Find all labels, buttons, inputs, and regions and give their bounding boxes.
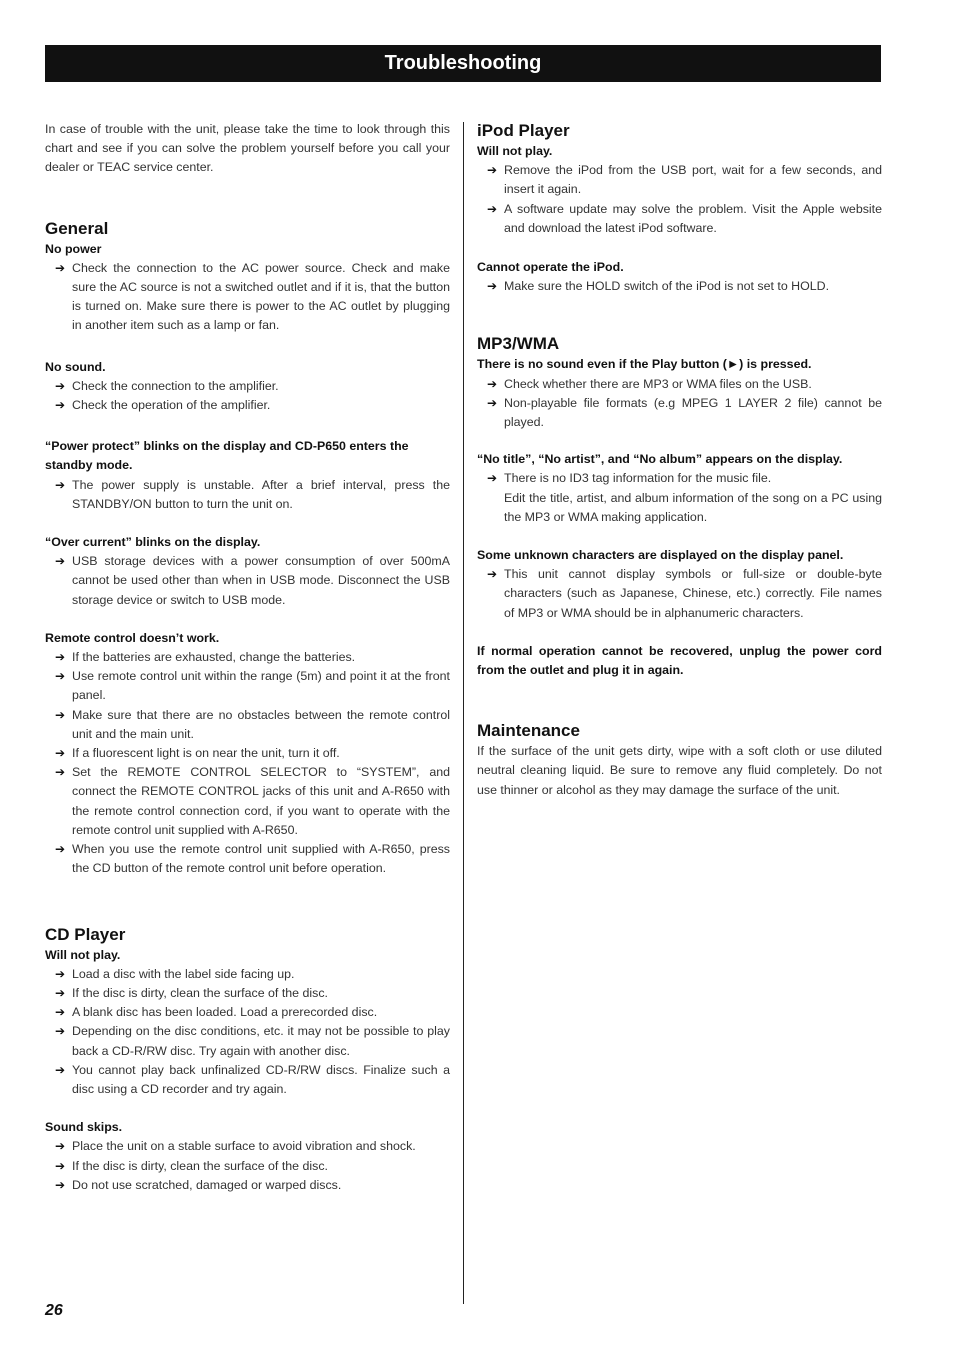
solution-list bbox=[45, 377, 450, 415]
arrow-icon: ➔ bbox=[55, 1024, 66, 1039]
arrow-icon: ➔ bbox=[55, 398, 66, 413]
solution-list bbox=[45, 965, 450, 1099]
arrow-icon: ➔ bbox=[55, 1139, 66, 1154]
solution-list bbox=[45, 1137, 450, 1195]
solution-list bbox=[477, 375, 882, 433]
section-heading-maintenance: Maintenance bbox=[477, 721, 580, 741]
solution-item: ➔ Depending on the disc conditions, etc. it may not be possible to play back a CD-R/RW disc. Try again with another disc. bbox=[55, 1024, 450, 1058]
solution-item: ➔ If a fluorescent light is on near the unit, turn it off. bbox=[45, 744, 450, 763]
page-title: Troubleshooting bbox=[384, 52, 542, 74]
arrow-icon: ➔ bbox=[55, 477, 66, 492]
arrow-icon: ➔ bbox=[55, 1177, 66, 1192]
section-heading-mp3-wma: MP3/WMA bbox=[477, 334, 560, 354]
solution-item: ➔ If the disc is dirty, clean the surface of the disc. bbox=[45, 984, 450, 1003]
solution-list bbox=[45, 476, 450, 514]
solution-item: ➔ You cannot play back unfinalized CD-R/RW discs. Finalize such a disc using a CD recorder and try again. bbox=[55, 1062, 450, 1096]
section-heading-ipod-player: iPod Player bbox=[477, 121, 570, 140]
solution-list bbox=[477, 565, 882, 623]
arrow-icon: ➔ bbox=[487, 201, 498, 216]
page-title-bar bbox=[45, 45, 881, 82]
arrow-icon: ➔ bbox=[55, 378, 66, 393]
arrow-icon: ➔ bbox=[55, 1005, 66, 1020]
right-column bbox=[477, 120, 882, 800]
problem-title: “Over current” blinks on the display. bbox=[45, 535, 261, 550]
solution-list bbox=[477, 469, 882, 527]
arrow-icon: ➔ bbox=[55, 1062, 66, 1077]
left-column bbox=[45, 120, 450, 1195]
problem-title: No sound. bbox=[45, 359, 106, 374]
solution-item: ➔ Non-playable file formats (e.g MPEG 1 LAYER 2 file) cannot be played. bbox=[487, 395, 882, 430]
arrow-icon: ➔ bbox=[55, 985, 66, 1000]
problem-title: Will not play. bbox=[45, 947, 121, 962]
solution-item: ➔ Check the connection to the amplifier. bbox=[45, 377, 450, 396]
arrow-icon: ➔ bbox=[487, 279, 498, 294]
solution-list bbox=[477, 277, 882, 296]
problem-title: No power bbox=[45, 241, 102, 256]
arrow-icon: ➔ bbox=[487, 567, 498, 582]
solution-item: ➔ Check whether there are MP3 or WMA files on the USB. bbox=[477, 375, 882, 394]
problem-title: Remote control doesn’t work. bbox=[45, 630, 220, 645]
solution-item: ➔ If the disc is dirty, clean the surface of the disc. bbox=[45, 1157, 450, 1176]
solution-item-continued: Edit the title, artist, and album information of the song on a PC using the MP3 or WMA making application. bbox=[504, 490, 882, 524]
arrow-icon: ➔ bbox=[55, 746, 66, 761]
section-heading-cd-player: CD Player bbox=[45, 924, 126, 944]
solution-item: ➔ Do not use scratched, damaged or warped discs. bbox=[45, 1176, 450, 1195]
solution-item: ➔ Make sure that there are no obstacles between the remote control unit and the main unit. bbox=[55, 707, 450, 741]
solution-item: ➔ Load a disc with the label side facing up. bbox=[45, 965, 450, 984]
problem-title: Will not play. bbox=[477, 144, 553, 158]
arrow-icon: ➔ bbox=[55, 554, 66, 569]
solution-item: ➔ When you use the remote control unit supplied with A-R650, press the CD button of the remote control unit before operation. bbox=[55, 842, 450, 876]
arrow-icon: ➔ bbox=[487, 395, 498, 410]
problem-title: Sound skips. bbox=[45, 1120, 123, 1135]
arrow-icon: ➔ bbox=[55, 669, 66, 684]
solution-item: ➔ If the batteries are exhausted, change the batteries. bbox=[45, 648, 450, 667]
arrow-icon: ➔ bbox=[55, 842, 66, 857]
column-divider bbox=[463, 122, 464, 1304]
solution-item: ➔ This unit cannot display symbols or full-size or double-byte characters (such as Japanese, Chinese, etc.) correctly. File names of MP3 or WMA should be in alphanumeric characters. bbox=[487, 567, 882, 620]
section-heading-general: General bbox=[45, 218, 109, 238]
arrow-icon: ➔ bbox=[487, 376, 498, 391]
power-cycle-note: If normal operation cannot be recovered, unplug the power cord from the outlet and plug it in again. bbox=[477, 643, 882, 678]
solution-item: ➔ Place the unit on a stable surface to avoid vibration and shock. bbox=[45, 1137, 450, 1156]
intro-text: In case of trouble with the unit, please take the time to look through this chart and see if you can solve the problem yourself before you call your dealer or TEAC service center. bbox=[45, 122, 450, 175]
solution-item: ➔ USB storage devices with a power consumption of over 500mA cannot be used other than when in USB mode. Disconnect the USB storage device or switch to USB mode. bbox=[55, 554, 450, 607]
solution-item: ➔ A software update may solve the problem. Visit the Apple website and download the latest iPod software. bbox=[487, 201, 882, 235]
arrow-icon: ➔ bbox=[55, 966, 66, 981]
problem-title: “Power protect” blinks on the display and CD-P650 enters the standby mode. bbox=[45, 439, 409, 473]
arrow-icon: ➔ bbox=[487, 471, 498, 486]
solution-item: ➔ Check the connection to the AC power source. Check and make sure the AC source is not a switched outlet and if it is, that the button is turned on. Make sure there is power to the AC outlet by plugging in another item such as a lamp or fan. bbox=[55, 260, 450, 333]
problem-title: There is no sound even if the Play button (►) is pressed. bbox=[477, 357, 812, 372]
solution-item: ➔ The power supply is unstable. After a brief interval, press the STANDBY/ON button to turn the unit on. bbox=[55, 477, 450, 511]
solution-list bbox=[45, 648, 450, 878]
solution-item: ➔ Use remote control unit within the range (5m) and point it at the front panel. bbox=[55, 669, 450, 703]
arrow-icon: ➔ bbox=[55, 707, 66, 722]
solution-list bbox=[477, 161, 882, 238]
arrow-icon: ➔ bbox=[55, 260, 66, 275]
problem-title: Some unknown characters are displayed on the display panel. bbox=[477, 548, 844, 563]
solution-item: ➔ Set the REMOTE CONTROL SELECTOR to “SYSTEM”, and connect the REMOTE CONTROL jacks of this unit and A-R650 with the remote control connection cord, if you want to operate with the remote control unit supplied with A-R650. bbox=[55, 765, 450, 837]
problem-title: Cannot operate the iPod. bbox=[477, 260, 624, 275]
problem-title: “No title”, “No artist”, and “No album” appears on the display. bbox=[477, 452, 843, 467]
arrow-icon: ➔ bbox=[55, 650, 66, 665]
solution-item: ➔ Make sure the HOLD switch of the iPod is not set to HOLD. bbox=[477, 277, 882, 296]
solution-item: ➔ There is no ID3 tag information for the music file. bbox=[477, 469, 882, 488]
solution-list bbox=[45, 259, 450, 336]
arrow-icon: ➔ bbox=[55, 1158, 66, 1173]
page-number: 26 bbox=[45, 1302, 63, 1319]
solution-item: ➔ Check the operation of the amplifier. bbox=[45, 396, 450, 415]
solution-item: ➔ Remove the iPod from the USB port, wait for a few seconds, and insert it again. bbox=[487, 163, 882, 197]
arrow-icon: ➔ bbox=[487, 163, 498, 178]
maintenance-text: If the surface of the unit gets dirty, wipe with a soft cloth or use diluted neutral cleaning liquid. Be sure to remove any fluid completely. Do not use thinner or alcohol as they may damage the surface of the unit. bbox=[477, 744, 882, 797]
solution-list bbox=[45, 552, 450, 610]
arrow-icon: ➔ bbox=[55, 765, 66, 780]
solution-item: ➔ A blank disc has been loaded. Load a prerecorded disc. bbox=[45, 1003, 450, 1022]
